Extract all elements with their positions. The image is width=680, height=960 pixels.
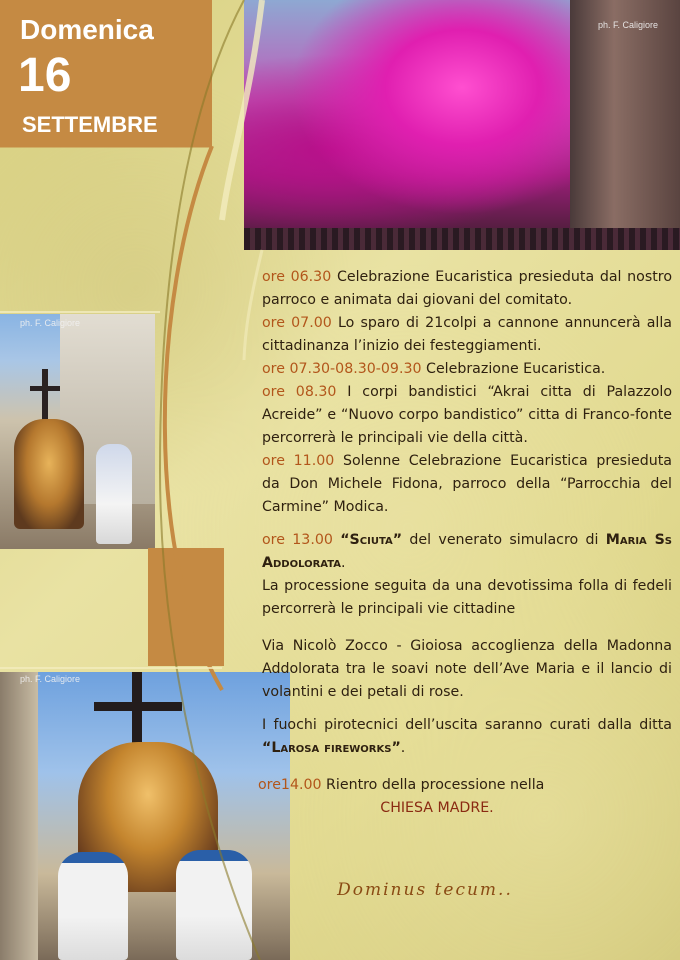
photo-confetti (244, 0, 680, 250)
footer-motto: Dominus tecum.. (337, 880, 513, 900)
route-text: Via Nicolò Zocco - Gioiosa accoglienza della Madonna Addolorata tra le soavi note dell’Ave Maria e il lancio di volantini e dei petali di rose. (262, 638, 672, 700)
photo-float (14, 419, 84, 529)
program-time: ore 07.30-08.30-09.30 (262, 361, 422, 377)
program-text: I fuochi pirotecnici dell’uscita saranno curati dalla ditta (262, 717, 672, 733)
program-list (258, 266, 673, 820)
month-label: SETTEMBRE (22, 112, 158, 137)
date-header (0, 0, 212, 146)
photo-procession-small (0, 314, 155, 549)
program-item (262, 266, 672, 312)
program-text: . (341, 555, 346, 571)
photo-bearer (96, 444, 132, 544)
photo-procession-large (0, 672, 290, 960)
program-text: . (400, 740, 406, 756)
photo-bearer (58, 852, 128, 960)
photo-crowd (244, 228, 680, 250)
program-time: ore 06.30 (262, 269, 332, 285)
decor-block (148, 548, 224, 666)
program-time: ore 07.00 (262, 315, 332, 331)
day-label: Domenica (20, 14, 154, 45)
program-time: ore14.00 (258, 777, 322, 793)
photo-credit: ph. F. Caligiore (20, 318, 81, 328)
photo-building (570, 0, 680, 250)
church-name: CHIESA MADRE. (380, 800, 494, 816)
photo-credit: ph. F. Caligiore (597, 20, 658, 30)
photo-credit: ph. F. Caligiore (20, 674, 81, 684)
photo-bearer (176, 850, 252, 960)
program-text: Rientro della processione nella (321, 777, 545, 793)
program-item (262, 312, 672, 358)
program-item (262, 358, 672, 381)
fireworks-text (262, 714, 672, 760)
date-number: 16 (18, 49, 72, 102)
program-text: Celebrazione Eucaristica. (421, 361, 606, 377)
program-text: Lo sparo di 21colpi a cannone annuncerà alla cittadinanza l’inizio dei festeggiamenti. (262, 315, 673, 354)
photo-building (0, 672, 38, 960)
cross-bar (94, 702, 182, 711)
sciuta-word: “Sciuta” (340, 532, 403, 548)
program-time: ore 11.00 (262, 453, 335, 469)
statue-name: Maria Ss Addolorata (262, 532, 672, 571)
procession-text: La processione seguita da una devotissima folla di fedeli percorrerà le principali vie cittadine (262, 578, 672, 617)
program-time: ore 13.00 (262, 532, 333, 548)
program-item (262, 450, 672, 519)
program-item-sciuta (262, 529, 672, 575)
cross-bar (30, 386, 60, 391)
program-text: Celebrazione Eucaristica presieduta dal nostro parroco e animata dai giovani del comitato. (262, 269, 672, 308)
program-text: I corpi bandistici “Akrai citta di Palazzolo Acreide” e “Nuovo corpo bandistico” citta di Franco-fonte percorrerà le principali vie della città. (262, 384, 672, 446)
program-item (262, 381, 672, 450)
program-time: ore 08.30 (262, 384, 337, 400)
program-text: Solenne Celebrazione Eucaristica presieduta da Don Michele Fidona, parroco della “Parrocchia del Carmine” Modica. (262, 453, 672, 515)
fireworks-name: “Larosa fireworks” (262, 740, 401, 756)
return-item (258, 774, 672, 797)
program-text: del venerato simulacro di (402, 532, 606, 548)
